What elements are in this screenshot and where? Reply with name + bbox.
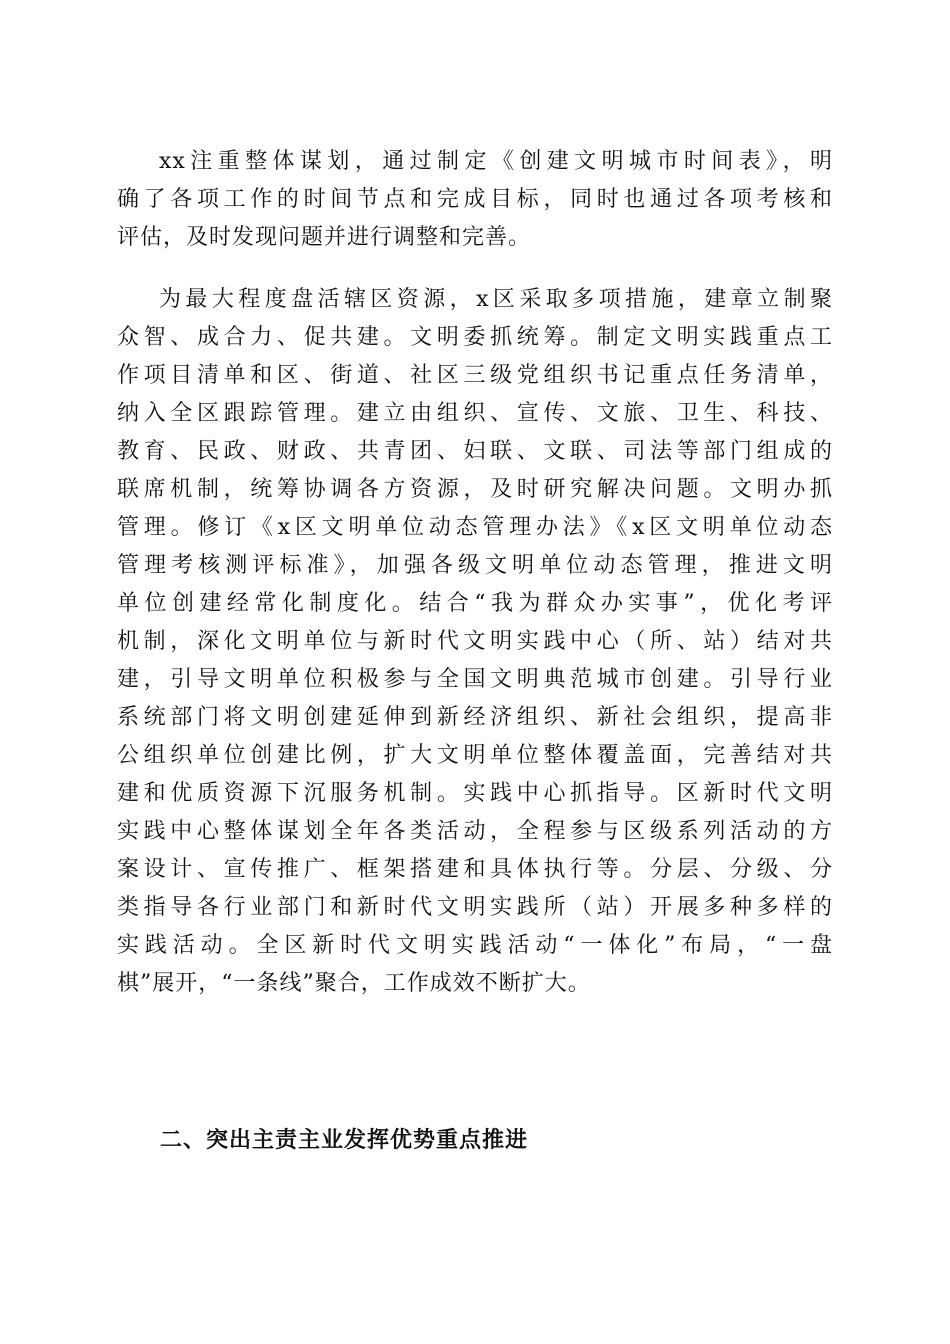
text-line: 类指导各行业部门和新时代文明实践所（站）开展多种多样的 (117, 895, 833, 920)
text-line: xx注重整体谋划，通过制定《创建文明城市时间表》，明 (159, 149, 833, 174)
text-line: 联席机制，统筹协调各方资源，及时研究解决问题。文明办抓 (117, 477, 833, 502)
text-line: 评估，及时发现问题并进行调整和完善。 (117, 225, 532, 250)
text-line: 棋”展开，“一条线”聚合，工作成效不断扩大。 (117, 971, 591, 996)
text-line: 众智、成合力、促共建。文明委抓统筹。制定文明实践重点工 (117, 325, 833, 350)
text-line: 管理考核测评标准》，加强各级文明单位动态管理，推进文明 (117, 553, 833, 578)
text-line: 实践活动。全区新时代文明实践活动“一体化”布局，“一盘 (117, 933, 833, 958)
text-line: 系统部门将文明创建延伸到新经济组织、新社会组织，提高非 (117, 705, 833, 730)
text-line: 建和优质资源下沉服务机制。实践中心抓指导。区新时代文明 (117, 781, 833, 806)
section-heading: 二、突出主责主业发挥优势重点推进 (160, 1128, 529, 1153)
text-line: 纳入全区跟踪管理。建立由组织、宣传、文旅、卫生、科技、 (117, 401, 833, 426)
paragraph-planning (117, 143, 833, 257)
text-line: 机制，深化文明单位与新时代文明实践中心（所、站）结对共 (117, 629, 833, 654)
text-line: 作项目清单和区、街道、社区三级党组织书记重点任务清单， (117, 363, 833, 388)
text-line: 实践中心整体谋划全年各类活动，全程参与区级系列活动的方 (117, 819, 833, 844)
text-line: 管理。修订《x区文明单位动态管理办法》《x区文明单位动态 (117, 515, 833, 540)
text-line: 案设计、宣传推广、框架搭建和具体执行等。分层、分级、分 (117, 857, 833, 882)
text-line: 单位创建经常化制度化。结合“我为群众办实事”，优化考评 (117, 591, 833, 616)
text-line: 确了各项工作的时间节点和完成目标，同时也通过各项考核和 (117, 187, 833, 212)
paragraph-measures (117, 281, 833, 1003)
text-line: 教育、民政、财政、共青团、妇联、文联、司法等部门组成的 (117, 439, 833, 464)
text-line: 建，引导文明单位积极参与全国文明典范城市创建。引导行业 (117, 667, 833, 692)
text-line: 为最大程度盘活辖区资源，x区采取多项措施，建章立制聚 (159, 287, 833, 312)
text-line: 公组织单位创建比例，扩大文明单位整体覆盖面，完善结对共 (117, 743, 833, 768)
